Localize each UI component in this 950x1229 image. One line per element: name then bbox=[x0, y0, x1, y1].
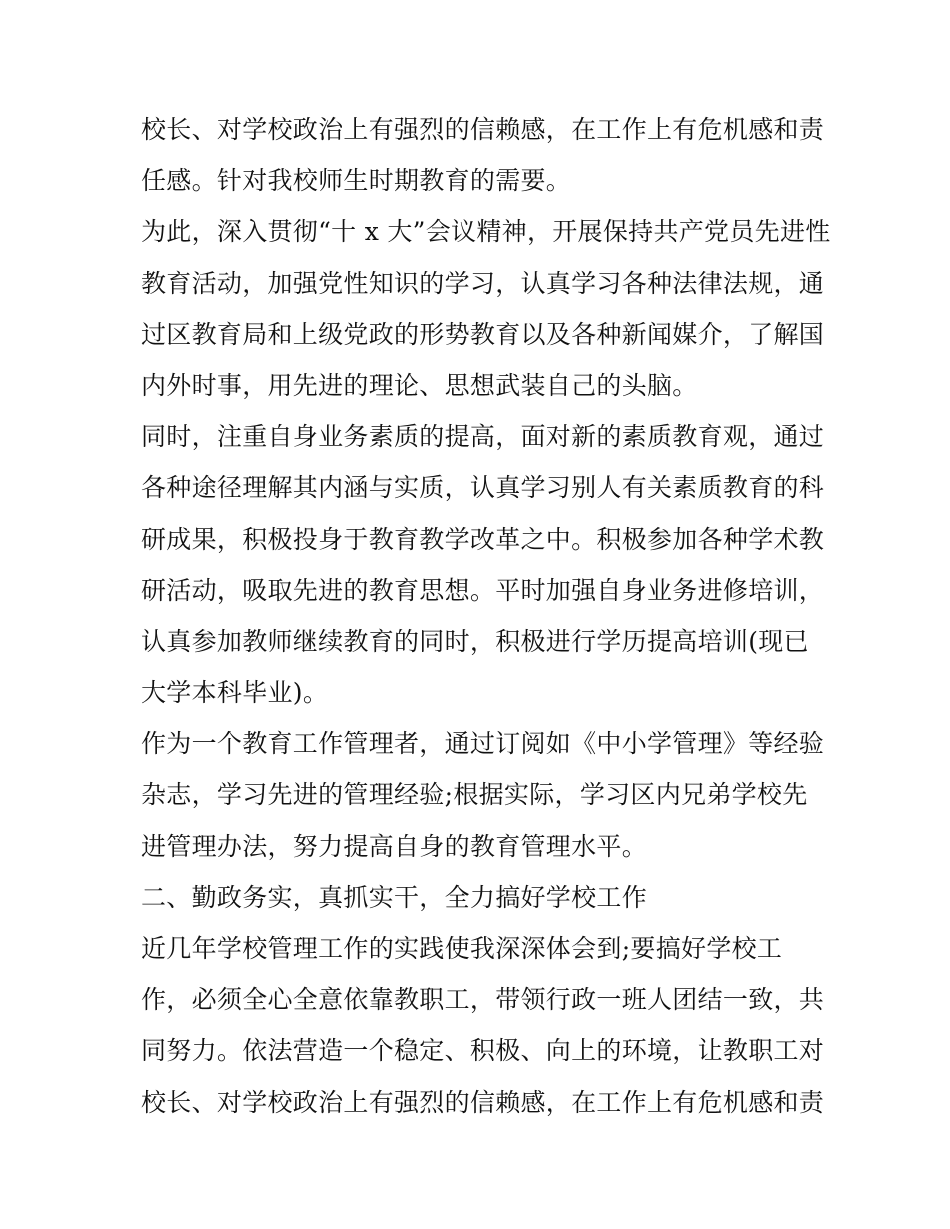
text-line: 过区教育局和上级党政的形势教育以及各种新闻媒介，了解国 bbox=[141, 319, 825, 349]
text-line: 各种途径理解其内涵与实质，认真学习别人有关素质教育的科 bbox=[141, 473, 825, 503]
text-line: 教育活动，加强党性知识的学习，认真学习各种法律法规，通 bbox=[141, 268, 825, 298]
text-line: 杂志，学习先进的管理经验;根据实际，学习区内兄弟学校先 bbox=[141, 780, 808, 810]
text-line: 作为一个教育工作管理者，通过订阅如《中小学管理》等经验 bbox=[141, 729, 825, 759]
text-line: 校长、对学校政治上有强烈的信赖感，在工作上有危机感和责 bbox=[141, 115, 825, 144]
text-line: 研成果，积极投身于教育教学改革之中。积极参加各种学术教 bbox=[141, 524, 825, 554]
text-line: 大学本科毕业)。 bbox=[141, 678, 329, 708]
text-line: 研活动，吸取先进的教育思想。平时加强自身业务进修培训， bbox=[141, 575, 825, 605]
text-line: 认真参加教师继续教育的同时，积极进行学历提高培训(现已 bbox=[141, 626, 809, 656]
text-line: 同努力。依法营造一个稳定、积极、向上的环境，让教职工对 bbox=[141, 1036, 825, 1066]
text-line: 内外时事，用先进的理论、思想武装自己的头脑。 bbox=[141, 370, 698, 400]
text-line: 任感。针对我校师生时期教育的需要。 bbox=[141, 166, 572, 196]
text-line: 作，必须全心全意依靠教职工，带领行政一班人团结一致，共 bbox=[141, 985, 825, 1015]
text-line: 进管理办法，努力提高自身的教育管理水平。 bbox=[141, 831, 648, 861]
section-heading: 二、勤政务实，真抓实干，全力搞好学校工作 bbox=[141, 882, 648, 912]
text-line: 同时，注重自身业务素质的提高，面对新的素质教育观，通过 bbox=[141, 422, 825, 452]
text-line: 为此，深入贯彻“十 x 大”会议精神，开展保持共产党员先进性 bbox=[141, 217, 831, 247]
document-body bbox=[141, 104, 831, 1128]
text-line: 近几年学校管理工作的实践使我深深体会到;要搞好学校工 bbox=[141, 934, 783, 963]
text-line: 校长、对学校政治上有强烈的信赖感，在工作上有危机感和责 bbox=[141, 1087, 825, 1117]
